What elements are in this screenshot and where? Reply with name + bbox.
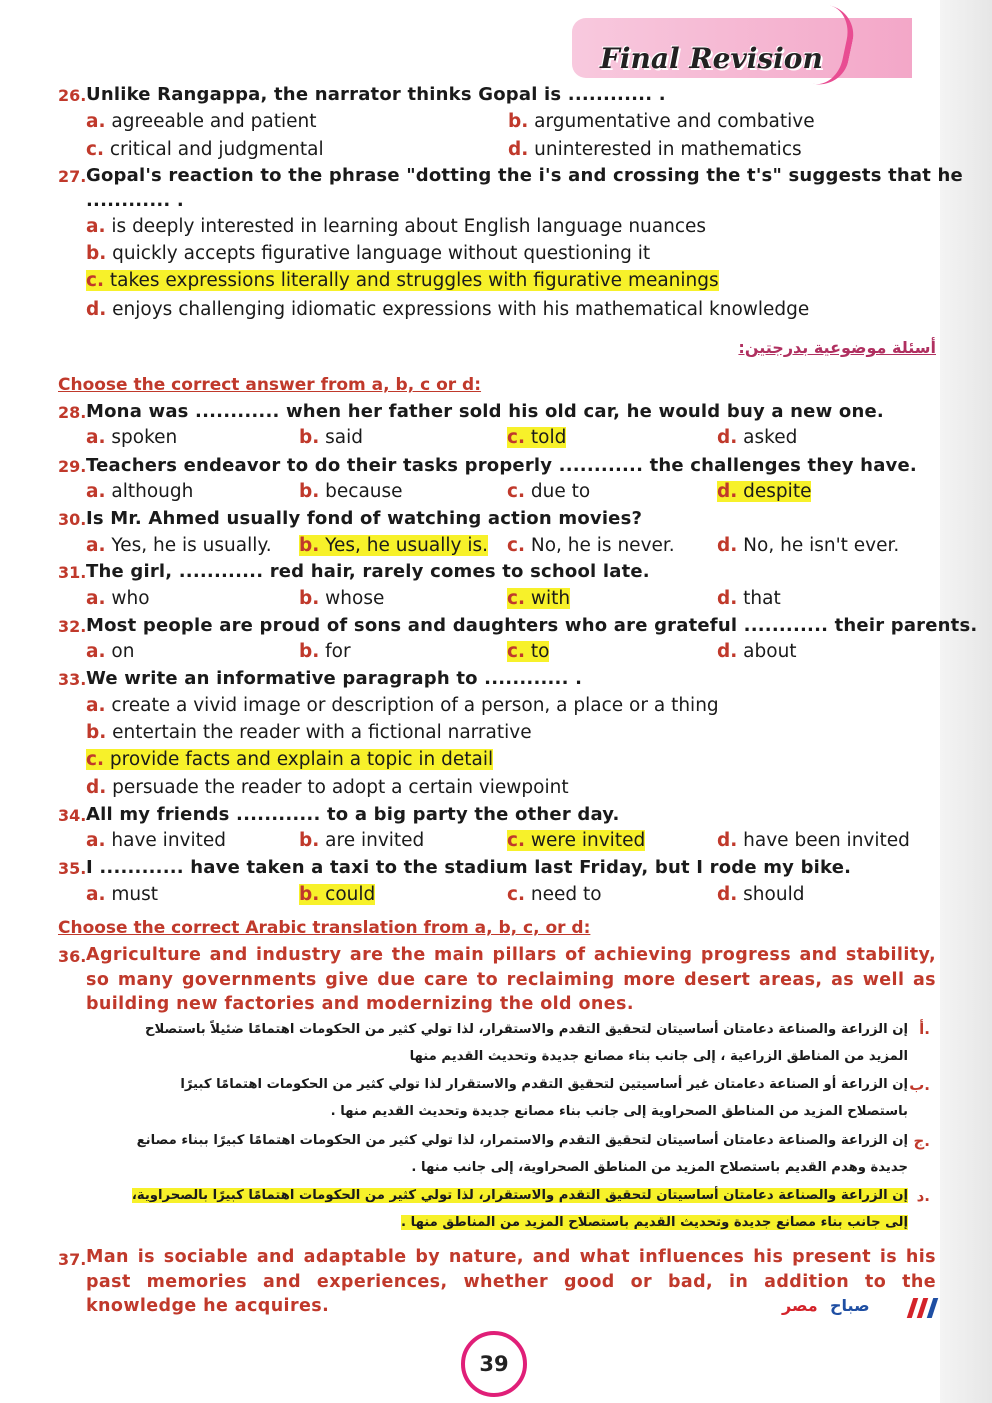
question-text: Man is sociable and adaptable by nature, and what influences his present is his past memories and experiences, whether good or bad, in addition to the knowledge he acquires. <box>86 1247 936 1316</box>
option-letter: b. <box>86 243 107 264</box>
question-text: Is Mr. Ahmed usually fond of watching action movies? <box>86 508 643 529</box>
option-a[interactable] <box>86 481 193 502</box>
question-number: 26. <box>58 86 87 105</box>
option-letter: c. <box>507 427 525 448</box>
option-c[interactable] <box>507 481 590 502</box>
option-text: that <box>743 588 781 609</box>
option-a[interactable] <box>86 111 316 132</box>
option-letter: d. <box>717 588 738 609</box>
option-letter: d. <box>717 427 738 448</box>
option-b-correct[interactable] <box>299 535 488 556</box>
option-letter: c. <box>507 884 525 905</box>
option-a[interactable] <box>86 535 272 556</box>
option-a[interactable] <box>86 216 706 237</box>
option-text: takes expressions literally and struggles with figurative meanings <box>109 270 719 291</box>
option-text: have invited <box>111 830 227 851</box>
option-a[interactable] <box>86 641 134 662</box>
publisher-logo <box>782 1296 938 1324</box>
question-text: All my friends ............ to a big party the other day. <box>86 804 620 825</box>
option-letter: b. <box>86 722 107 743</box>
question-text: Unlike Rangappa, the narrator thinks Gopal is ............ . <box>86 84 666 105</box>
option-text: despite <box>743 481 812 502</box>
option-letter: c. <box>507 641 525 662</box>
arabic-option-b[interactable] <box>58 1071 908 1125</box>
option-letter: b. <box>299 481 320 502</box>
option-text: persuade the reader to adopt a certain viewpoint <box>112 777 569 798</box>
section-heading: Choose the correct Arabic translation from a, b, c, or d: <box>58 918 591 938</box>
option-text: entertain the reader with a fictional narrative <box>112 722 532 743</box>
option-text: said <box>325 427 364 448</box>
arabic-option-c[interactable] <box>58 1127 908 1181</box>
option-d-correct[interactable] <box>717 481 811 502</box>
section-heading: Choose the correct answer from a, b, c or d: <box>58 375 482 395</box>
option-letter: a. <box>86 695 106 716</box>
question-number: 31. <box>58 563 87 582</box>
option-text: who <box>111 588 150 609</box>
option-text: No, he isn't ever. <box>743 535 900 556</box>
question-text: Teachers endeavor to do their tasks properly ............ the challenges they have. <box>86 455 917 476</box>
option-a[interactable] <box>86 884 158 905</box>
question-text: We write an informative paragraph to ............ . <box>86 668 583 689</box>
option-a[interactable] <box>86 695 719 716</box>
question-text: Mona was ............ when her father sold his old car, he would buy a new one. <box>86 401 884 422</box>
option-a[interactable] <box>86 830 226 851</box>
option-c[interactable] <box>507 884 602 905</box>
option-letter: c. <box>86 139 104 160</box>
option-text: have been invited <box>743 830 910 851</box>
option-text: provide facts and explain a topic in detail <box>109 749 494 770</box>
option-d[interactable] <box>86 777 569 798</box>
question-number: 34. <box>58 806 87 825</box>
logo-word: صباح <box>830 1296 870 1315</box>
option-text: Yes, he usually is. <box>325 535 488 556</box>
option-letter: c. <box>507 535 525 556</box>
option-b[interactable] <box>299 481 403 502</box>
option-letter: a. <box>86 830 106 851</box>
arabic-section-heading: أسئلة موضوعية بدرجتين: <box>738 338 936 357</box>
option-d[interactable] <box>717 427 797 448</box>
option-letter: a. <box>86 111 106 132</box>
option-text: No, he is never. <box>530 535 675 556</box>
option-line: إن الزراعة والصناعة دعامتان أساسيتان لتحقيق التقدم والاستمرار، لذا تولي كثير من الحكومات اهتمامًا كبيرًا ببناء مصانع <box>136 1133 908 1148</box>
option-text: need to <box>530 884 602 905</box>
option-letter: d. <box>86 299 107 320</box>
option-letter: a. <box>86 481 106 502</box>
option-line: إن الزراعة والصناعة دعامتان أساسيتان لتحقيق التقدم والاستقرار، لذا تولي كثير من الحكومات اهتمامًا كبيرًا بالصحراوية، <box>131 1188 908 1203</box>
option-letter: d. <box>717 535 738 556</box>
option-d[interactable] <box>717 830 910 851</box>
option-letter: b. <box>299 427 320 448</box>
question-number: 30. <box>58 510 87 529</box>
option-text: for <box>325 641 351 662</box>
option-d[interactable] <box>717 884 804 905</box>
option-b[interactable] <box>508 111 815 132</box>
option-letter: b. <box>299 884 320 905</box>
option-d[interactable] <box>717 641 797 662</box>
option-letter: c. <box>86 270 104 291</box>
option-letter: d. <box>717 641 738 662</box>
option-b[interactable] <box>299 588 384 609</box>
option-text: asked <box>743 427 798 448</box>
question-text: Most people are proud of sons and daughters who are grateful ............ their parents. <box>86 615 978 636</box>
question-text: Agriculture and industry are the main pillars of achieving progress and stability, so many governments give due care to reclaiming more desert areas, as well as building new factories and modernizing the old ones. <box>86 945 936 1014</box>
option-text: quickly accepts figurative language without questioning it <box>112 243 651 264</box>
option-c-correct[interactable] <box>507 830 645 851</box>
option-text: is deeply interested in learning about English language nuances <box>111 216 707 237</box>
question-number: 27. <box>58 167 87 186</box>
option-d[interactable] <box>717 588 781 609</box>
option-line: إلى جانب بناء مصانع جديدة وتحديث القديم باستصلاح المزيد من المناطق منها . <box>401 1215 908 1230</box>
option-letter: c. <box>86 749 104 770</box>
option-text: agreeable and patient <box>111 111 317 132</box>
page-number: 39 <box>461 1331 527 1397</box>
option-text: about <box>743 641 797 662</box>
option-letter: b. <box>299 588 320 609</box>
option-b[interactable] <box>299 830 424 851</box>
option-b[interactable] <box>299 427 363 448</box>
option-text: critical and judgmental <box>109 139 324 160</box>
side-strip <box>940 0 992 1403</box>
header-title: Final Revision <box>600 42 823 75</box>
option-c[interactable] <box>86 139 324 160</box>
option-text: must <box>111 884 159 905</box>
logo-word: مصر <box>782 1296 818 1315</box>
option-text: on <box>111 641 135 662</box>
option-line: باستصلاح المزيد من المناطق الصحراوية إلى جانب بناء مصانع جديدة وتحديث القديم منها . <box>330 1104 908 1119</box>
option-line: جديدة وهدم القديم باستصلاح المزيد من المناطق الصحراوية، إلى جانب منها . <box>411 1160 908 1175</box>
question-number: 29. <box>58 457 87 476</box>
option-c-correct[interactable] <box>507 588 570 609</box>
question-text: The girl, ............ red hair, rarely comes to school late. <box>86 561 650 582</box>
option-letter: d. <box>508 139 529 160</box>
option-letter: a. <box>86 641 106 662</box>
option-letter: د. <box>916 1187 930 1205</box>
option-text: Yes, he is usually. <box>111 535 272 556</box>
option-letter: b. <box>299 641 320 662</box>
option-c-correct[interactable] <box>507 427 566 448</box>
option-letter: c. <box>507 588 525 609</box>
option-c-correct[interactable] <box>86 270 719 291</box>
option-line: المزيد من المناطق الزراعية ، إلى جانب بناء مصانع جديدة وتحديث القديم منها <box>409 1049 908 1064</box>
option-letter: d. <box>86 777 107 798</box>
option-text: told <box>530 427 567 448</box>
option-letter: a. <box>86 216 106 237</box>
option-letter: b. <box>508 111 529 132</box>
question-number: 36. <box>58 947 87 966</box>
question-text: Gopal's reaction to the phrase "dotting the i's and crossing the t's" suggests that he <box>86 165 963 186</box>
option-letter: a. <box>86 884 106 905</box>
option-line: إن الزراعة أو الصناعة دعامتان غير أساسيتين لتحقيق التقدم والاستقرار لذا تولي كثير من الحكومات اهتمامًا كبيرًا <box>180 1077 908 1092</box>
option-d[interactable] <box>717 535 899 556</box>
option-letter: a. <box>86 535 106 556</box>
option-text: with <box>530 588 571 609</box>
arabic-option-d-correct[interactable] <box>58 1182 908 1236</box>
option-d[interactable] <box>508 139 802 160</box>
option-text: argumentative and combative <box>534 111 815 132</box>
option-a[interactable] <box>86 588 150 609</box>
logo-bar <box>927 1298 938 1318</box>
option-b[interactable] <box>299 641 351 662</box>
question-text: I ............ have taken a taxi to the stadium last Friday, but I rode my bike. <box>86 857 852 878</box>
option-text: whose <box>325 588 385 609</box>
option-text: create a vivid image or description of a person, a place or a thing <box>111 695 719 716</box>
option-letter: d. <box>717 884 738 905</box>
option-letter: أ. <box>919 1020 930 1038</box>
option-b[interactable] <box>86 243 650 264</box>
option-letter: c. <box>507 830 525 851</box>
option-letter: d. <box>717 481 738 502</box>
option-text: could <box>325 884 376 905</box>
option-text: although <box>111 481 194 502</box>
question-number: 32. <box>58 617 87 636</box>
question-number: 28. <box>58 403 87 422</box>
option-letter: c. <box>507 481 525 502</box>
option-letter: d. <box>717 830 738 851</box>
option-c[interactable] <box>507 535 675 556</box>
question-number: 37. <box>58 1250 87 1269</box>
option-text: enjoys challenging idiomatic expressions with his mathematical knowledge <box>112 299 810 320</box>
option-text: due to <box>530 481 591 502</box>
option-text: uninterested in mathematics <box>534 139 802 160</box>
option-text: are invited <box>325 830 425 851</box>
question-text-continuation: ............ . <box>86 190 184 211</box>
option-letter: ج. <box>913 1132 930 1150</box>
question-number: 35. <box>58 859 87 878</box>
option-letter: a. <box>86 588 106 609</box>
option-b[interactable] <box>86 722 532 743</box>
question-number: 33. <box>58 670 87 689</box>
option-text: to <box>530 641 550 662</box>
option-c-correct[interactable] <box>507 641 549 662</box>
option-letter: b. <box>299 830 320 851</box>
option-letter: ب. <box>909 1076 930 1094</box>
option-text: were invited <box>530 830 646 851</box>
option-text: because <box>325 481 403 502</box>
option-letter: b. <box>299 535 320 556</box>
option-c-correct[interactable] <box>86 749 493 770</box>
option-letter: a. <box>86 427 106 448</box>
option-b-correct[interactable] <box>299 884 375 905</box>
option-text: should <box>743 884 805 905</box>
arabic-option-a[interactable] <box>58 1016 908 1070</box>
option-text: spoken <box>111 427 178 448</box>
option-line: إن الزراعة والصناعة دعامتان أساسيتان لتحقيق التقدم والاستقرار، لذا تولي كثير من الحكومات اهتمامًا ضئيلاً باستصلاح <box>144 1022 908 1037</box>
option-a[interactable] <box>86 427 177 448</box>
option-d[interactable] <box>86 299 809 320</box>
